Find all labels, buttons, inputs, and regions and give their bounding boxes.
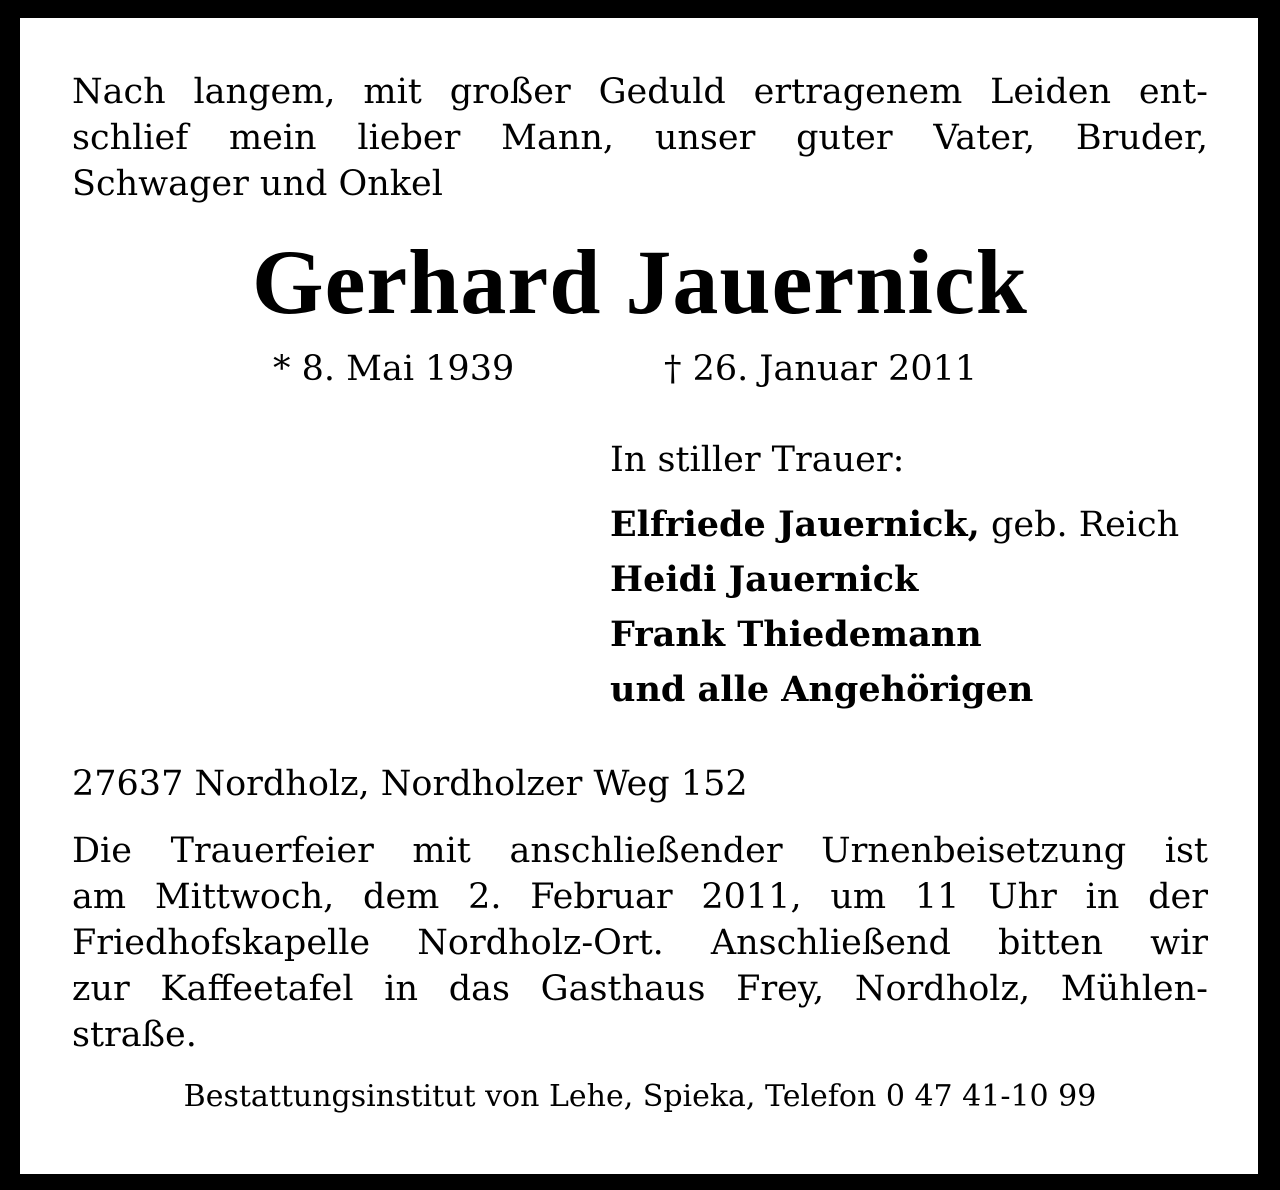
funeral-home-footer: Bestattungsinstitut von Lehe, Spieka, Telefon 0 47 41-10 99 bbox=[183, 1079, 1097, 1114]
mourner-name: Heidi Jauernick bbox=[610, 559, 919, 600]
ceremony-line: Die Trauerfeier mit anschließender Urnenbeisetzung ist bbox=[72, 831, 1208, 871]
address: 27637 Nordholz, Nordholzer Weg 152 bbox=[72, 764, 748, 804]
ceremony-line: straße. bbox=[72, 1015, 197, 1055]
ceremony-line: Friedhofskapelle Nordholz-Ort. Anschließend bitten wir bbox=[72, 923, 1208, 963]
mourner-suffix: geb. Reich bbox=[979, 505, 1180, 545]
intro-line: Nach langem, mit großer Geduld ertragenem Leiden ent- bbox=[72, 72, 1208, 112]
ceremony-line: am Mittwoch, dem 2. Februar 2011, um 11 Uhr in der bbox=[72, 877, 1208, 917]
mourner-name: Elfriede Jauernick, bbox=[610, 504, 980, 545]
intro-line: schlief mein lieber Mann, unser guter Vater, Bruder, bbox=[72, 118, 1208, 158]
ceremony-line: zur Kaffeetafel in das Gasthaus Frey, Nordholz, Mühlen- bbox=[72, 969, 1208, 1009]
mourners-heading: In stiller Trauer: bbox=[610, 440, 905, 480]
mourner-entry bbox=[610, 613, 982, 657]
intro-paragraph bbox=[72, 69, 1208, 207]
birth-date: * 8. Mai 1939 bbox=[273, 349, 515, 389]
mourner-entry bbox=[610, 668, 1033, 712]
ceremony-paragraph bbox=[72, 828, 1208, 1058]
death-date: † 26. Januar 2011 bbox=[664, 349, 978, 389]
mourner-name: und alle Angehörigen bbox=[610, 669, 1034, 710]
mourner-entry bbox=[610, 558, 918, 602]
mourner-name: Frank Thiedemann bbox=[610, 614, 982, 655]
deceased-name: Gerhard Jauernick bbox=[252, 231, 1028, 333]
mourner-entry bbox=[610, 503, 1179, 547]
intro-line: Schwager und Onkel bbox=[72, 164, 443, 204]
